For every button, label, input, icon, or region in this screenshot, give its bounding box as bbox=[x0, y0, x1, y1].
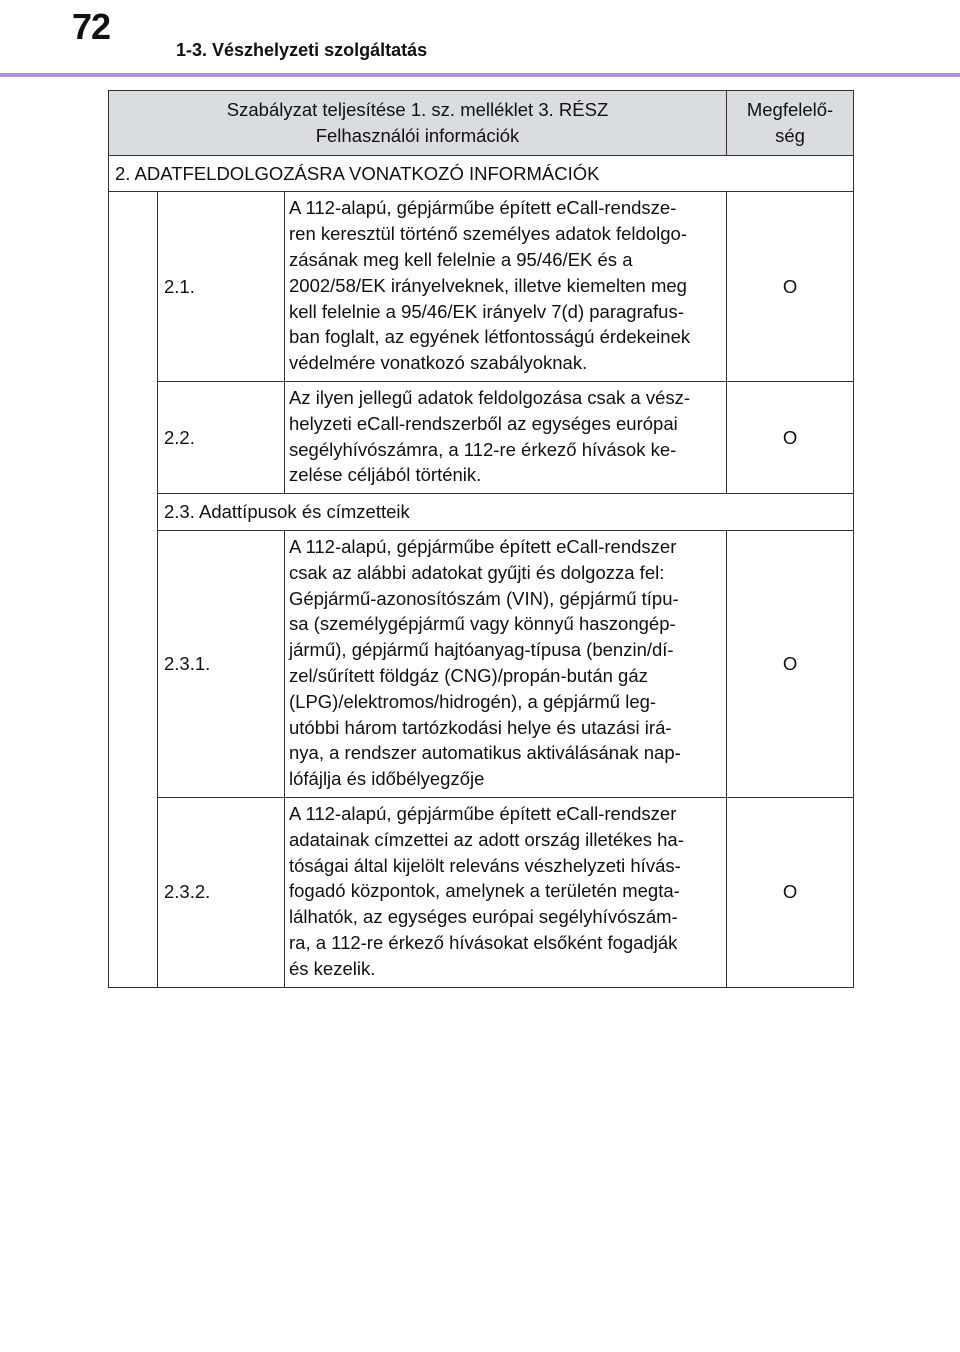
table-row bbox=[109, 797, 854, 987]
row-compliance: O bbox=[727, 797, 854, 987]
text-line: lófájlja és időbélyegzője bbox=[289, 768, 485, 790]
table-row bbox=[109, 381, 854, 493]
header-compliance-cell bbox=[727, 91, 854, 156]
text-line: zelése céljából történik. bbox=[289, 464, 482, 486]
header-rule bbox=[0, 73, 960, 77]
text-line: 2002/58/EK irányelveknek, illetve kiemelten meg bbox=[289, 274, 687, 296]
header-title-line-1: Szabályzat teljesítése 1. sz. melléklet 3. RÉSZ bbox=[226, 99, 609, 120]
header-title-line-2: Felhasználói információk bbox=[315, 124, 520, 146]
text-line: Gépjármű-azonosítószám (VIN), gépjármű típu- bbox=[289, 587, 679, 609]
subsection-heading: 2.3. Adattípusok és címzetteik bbox=[158, 494, 854, 531]
text-line: csak az alábbi adatokat gyűjti és dolgozza fel: bbox=[289, 561, 665, 583]
text-line: (LPG)/elektromos/hidrogén), a gépjármű leg- bbox=[289, 690, 657, 712]
row-text bbox=[285, 797, 727, 987]
header-compliance-line-1: Megfelelő- bbox=[746, 99, 834, 120]
text-line: adatainak címzettei az adott ország illetékes ha- bbox=[289, 828, 684, 850]
row-text bbox=[285, 192, 727, 382]
text-line: ren keresztül történő személyes adatok feldolgo- bbox=[289, 223, 687, 245]
text-line: utóbbi három tartózkodási helye és utazási irá- bbox=[289, 716, 672, 738]
text-line: ra, a 112-re érkező hívásokat elsőként fogadják bbox=[289, 931, 678, 953]
row-number: 2.3.1. bbox=[158, 530, 285, 797]
text-line: helyzeti eCall-rendszerből az egységes európai bbox=[289, 412, 678, 434]
section-title: 1-3. Vészhelyzeti szolgáltatás bbox=[176, 40, 428, 60]
text-line: Az ilyen jellegű adatok feldolgozása csak a vész- bbox=[289, 386, 691, 408]
text-line: védelmére vonatkozó szabályoknak. bbox=[289, 352, 588, 374]
text-line: A 112-alapú, gépjárműbe épített eCall-rendszer bbox=[289, 535, 677, 557]
text-line: jármű), gépjármű hajtóanyag-típusa (benzin/dí- bbox=[289, 639, 674, 661]
table-row bbox=[109, 192, 854, 382]
header-title-cell bbox=[109, 91, 727, 156]
text-line: nya, a rendszer automatikus aktiválásának nap- bbox=[289, 742, 681, 764]
text-line: ban foglalt, az egyének létfontosságú érdekeinek bbox=[289, 326, 691, 348]
text-line: segélyhívószámra, a 112-re érkező hívások ke- bbox=[289, 438, 677, 460]
text-line: és kezelik. bbox=[289, 957, 376, 979]
regulation-table bbox=[108, 90, 854, 988]
text-line: zel/sűrített földgáz (CNG)/propán-bután gáz bbox=[289, 664, 648, 686]
page-number: 72 bbox=[72, 6, 111, 47]
subsection-heading-row bbox=[109, 494, 854, 531]
text-line: lálhatók, az egységes európai segélyhívószám- bbox=[289, 906, 678, 928]
row-text bbox=[285, 530, 727, 797]
row-number: 2.2. bbox=[158, 381, 285, 493]
text-line: sa (személygépjármű vagy könnyű haszongép- bbox=[289, 613, 676, 635]
header-compliance-line-2: ség bbox=[775, 124, 805, 146]
indent-cell bbox=[109, 192, 158, 987]
text-line: tóságai által kijelölt releváns vészhelyzeti hívás- bbox=[289, 854, 681, 876]
text-line: A 112-alapú, gépjárműbe épített eCall-rendszer bbox=[289, 802, 677, 824]
text-line: fogadó központok, amelynek a területén megta- bbox=[289, 880, 680, 902]
text-line: zásának meg kell felelnie a 95/46/EK és a bbox=[289, 248, 633, 270]
table-row bbox=[109, 530, 854, 797]
section-heading: 2. ADATFELDOLGOZÁSRA VONATKOZÓ INFORMÁCIÓK bbox=[109, 155, 854, 192]
row-compliance: O bbox=[727, 381, 854, 493]
row-text bbox=[285, 381, 727, 493]
row-number: 2.3.2. bbox=[158, 797, 285, 987]
row-compliance: O bbox=[727, 530, 854, 797]
row-number: 2.1. bbox=[158, 192, 285, 382]
text-line: kell felelnie a 95/46/EK irányelv 7(d) paragrafus- bbox=[289, 300, 684, 322]
section-heading-row bbox=[109, 155, 854, 192]
text-line: A 112-alapú, gépjárműbe épített eCall-rendsze- bbox=[289, 197, 677, 219]
row-compliance: O bbox=[727, 192, 854, 382]
table-header-row bbox=[109, 91, 854, 156]
